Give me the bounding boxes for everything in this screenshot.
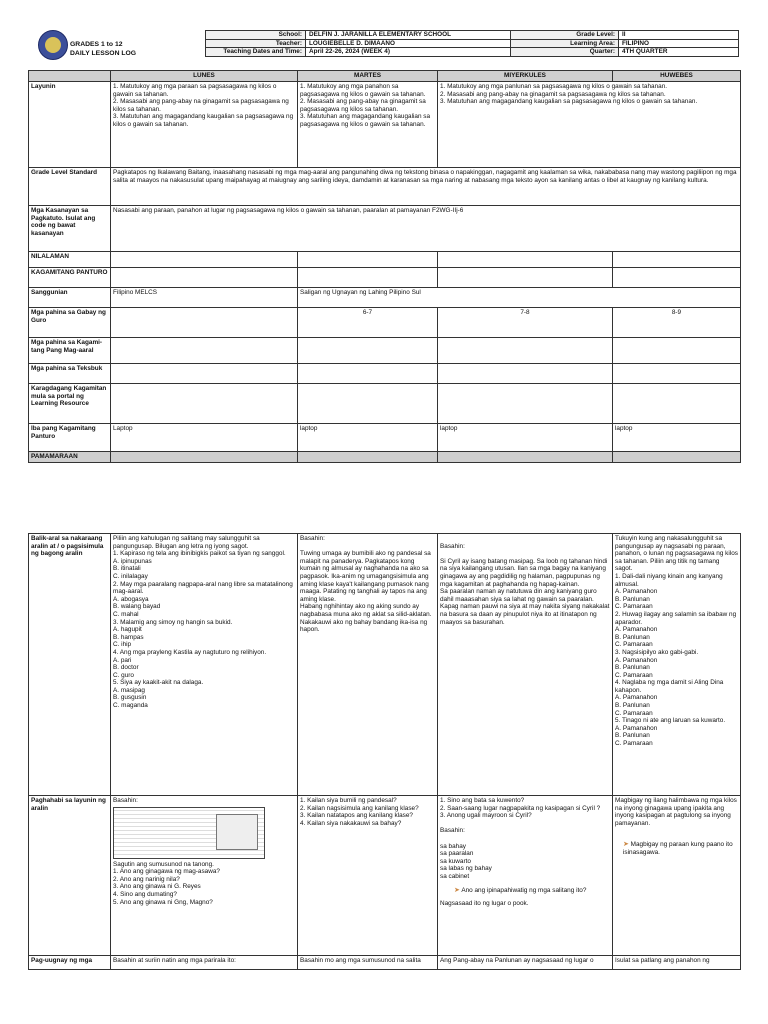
title-line1: GRADES 1 to 12	[70, 41, 123, 48]
cell-empty	[438, 268, 613, 288]
cell-empty	[111, 308, 298, 338]
row-label-balik-aral: Balik-aral sa nakaraang aralin at / o pagsisimula ng bagong aralin	[29, 534, 111, 796]
balik-aral-lunes: Piliin ang kahulugan ng salitang may salungguhit sa pangungusap. Bilugan ang letra ng iyong sagot. 1. Kapiraso ng tela ang ibinibigkis paikot sa tiyan ng sanggol. A. ipinupunas B. itinatali C. inilalagay 2. May mga paaralang nagpapa-aral nang libre sa matatalinong mag-aaral. A. abogasya B. walang bayad C. mahal 3. Malamig ang simoy ng hangin sa bukid. A. hagupit B. hampas C. ihip 4. Ang mga prayleng Kastila ay nagtuturo ng relihiyon. A. pari B. doctor C. guro 5. Siya ay kaakit-akit na dalaga. A. masipag B. gusgusin C. maganda	[111, 534, 298, 796]
school-key: School:	[206, 31, 306, 40]
day-huwebes: HUWEBES	[613, 71, 741, 82]
cell-empty	[613, 364, 741, 384]
cell-empty	[613, 252, 741, 268]
row-label-karagdagang: Karagdagang Kagamitan mula sa portal ng Learning Resource	[29, 384, 111, 424]
paghahabi-lunes	[111, 796, 298, 956]
cell-empty	[298, 452, 438, 463]
deped-logo	[38, 30, 68, 60]
cell-empty	[111, 384, 298, 424]
cell-empty	[613, 268, 741, 288]
pag-uugnay-martes: Basahin mo ang mga sumusunod na salita	[298, 956, 438, 970]
paghahabi-miyerkules-question-row	[454, 887, 610, 895]
cell-empty	[438, 452, 613, 463]
cell-empty	[298, 252, 438, 268]
gabay-huwebes: 8-9	[613, 308, 741, 338]
kasanayan-text: Nasasabi ang paraan, panahon at lugar ng pagsasagawa ng kilos o gawain sa tahanan, paaralan at pamayanan F2WG-IIj-6	[111, 206, 741, 252]
paghahabi-miyerkules-top: 1. Sino ang bata sa kuwento? 2. Saan-saang lugar nagpapakita ng kasipagan si Cyril ? 3. Anong ugali mayroon si Cyril? Basahin: sa bahay sa paaralan sa kuwarto sa labas ng bahay sa cabinet	[440, 797, 601, 880]
iba-pang-martes: laptop	[298, 424, 438, 452]
row-label-pamamaraan: PAMAMARAAN	[29, 452, 111, 463]
cell-empty	[111, 452, 298, 463]
cell-empty	[111, 268, 298, 288]
doc-title	[70, 40, 136, 58]
row-label-sanggunian: Sanggunian	[29, 288, 111, 308]
cell-empty	[438, 384, 613, 424]
paghahabi-lunes-bottom: Sagutin ang sumusunod na tanong. 1. Ano ang ginagawa ng mag-asawa? 2. Ano ang narinig nila? 3. Ano ang ginawa ni G. Reyes 4. Sino ang dumating? 5. Ano ang ginawa ni Gng, Magno?	[113, 860, 220, 906]
grade-level-standard-text: Pagkatapos ng Ikalawang Baitang, inaasahang nasasabi ng mga mag-aaral ang pangunahing diwa ng tekstong binasa o napakinggan, nagagamit ang kaalaman sa wika, nakababasa nang may wastong pagiliipon ng mga salita at maayos na nakasusulat upang maipahayag at maiugnay ang sariling ideya, damdamin at karanasan sa mga naring at nabasang mga teksto ayon sa kanilang antas o libel at kaugnay ng kanilang kultura.	[111, 168, 741, 206]
balik-aral-miyerkules: Basahin: Si Cyril ay isang batang masipag. Sa loob ng tahanan hindi na siya kailangang utusan. Ilan sa mga bagay na kaniyang ginagawa ay ang pagdidilig ng halaman, pagpupunas ng mga kagamitan at paghahanda ng hapag-kainan. Sa paaralan naman ay natutuwa din ang kaniyang guro dahil maaasahan siya sa lahat ng gawain sa paaralan. Kapag naman pauwi na siya at may nakita siyang nakakalat na basura sa daan ay pinupulot niya ito at itinatapon ng maayos sa basurahan.	[438, 534, 613, 796]
row-label-layunin: Layunin	[29, 82, 111, 168]
paghahabi-lunes-top: Basahin:	[113, 797, 138, 804]
cell-empty	[298, 364, 438, 384]
area-value: FILIPINO	[619, 39, 739, 48]
paghahabi-huwebes-top: Magbigay ng ilang halimbawa ng mga kilos na inyong ginagawa upang ipakita ang inyong kasipagan at pagtulong sa inyong pamayanan.	[615, 797, 737, 827]
cell-empty	[613, 338, 741, 364]
cell-empty	[111, 364, 298, 384]
layunin-lunes: 1. Matutukoy ang mga paraan sa pagsasagawa ng kilos o gawain sa tahanan. 2. Masasabi ang pang-abay na ginagamit sa pagsasagawa ng kilos sa tahanan. 3. Matutuhan ang magagandang kaugalian sa pagsasagawa ng kilos o gawain sa tahanan.	[111, 82, 298, 168]
layunin-martes: 1. Matutukoy ang mga panahon sa pagsasagawa ng kilos o gawain sa tahanan. 2. Masasabi ang pang-abay na ginagamit sa pagsasagawa ng kilos sa tahanan. 3. Matutuhan ang magagandang kaugalian sa pagsasagawa ng kilos o gawain sa tahanan.	[298, 82, 438, 168]
sanggunian-martes: Saligan ng Ugnayan ng Lahing Pilipino Sul	[298, 288, 741, 308]
day-lunes: LUNES	[111, 71, 298, 82]
cell-empty	[298, 384, 438, 424]
paghahabi-martes: 1. Kailan siya bumili ng pandesal? 2. Kailan nagsisimula ang kanilang klase? 3. Kailan natatapos ang kanilang klase? 4. Kailan siya nakakauwi sa bahay?	[298, 796, 438, 956]
row-label-kasanayan: Mga Kasanayan sa Pagkatuto. Isulat ang code ng bawat kasanayan	[29, 206, 111, 252]
cell-empty	[111, 252, 298, 268]
pag-uugnay-lunes: Basahin at suriin natin ang mga parirala ito:	[111, 956, 298, 970]
balik-aral-huwebes: Tukuyin kung ang nakasalungguhit sa pangungusap ay nagsasabi ng paraan, panahon, o lunan ng pagsasagawa ng kilos sa tahanan. Piliin ang titik ng tamang sagot. 1. Dali-dali niyang kinain ang kanyang almusal. A. Pamanahon B. Panlunan C. Pamaraan 2. Huwag ilagay ang salamin sa ibabaw ng aparador. A. Pamanahon B. Panlunan C. Pamaraan 3. Nagsisipilyo ako gabi-gabi. A. Pamanahon B. Panlunan C. Pamaraan 4. Naglaba ng mga damit si Aling Dina kahapon. A. Pamanahon B. Panlunan C. Pamaraan 5. Tinago ni ate ang laruan sa kuwarto. A. Pamanahon B. Panlunan C. Pamaraan	[613, 534, 741, 796]
paghahabi-miyerkules	[438, 796, 613, 956]
cell-empty	[438, 252, 613, 268]
cell-empty	[613, 384, 741, 424]
school-value: DELFIN J. JARANILLA ELEMENTARY SCHOOL	[306, 31, 511, 40]
story-illustration	[216, 814, 258, 850]
paghahabi-huwebes	[613, 796, 741, 956]
gabay-martes: 6-7	[298, 308, 438, 338]
grade-value: II	[619, 31, 739, 40]
bullet-icon: ➤	[623, 841, 629, 849]
row-label-grade-level-standard: Grade Level Standard	[29, 168, 111, 206]
row-label-paghahabi: Paghahabi sa layunin ng aralin	[29, 796, 111, 956]
paghahabi-huwebes-bullet-row	[623, 841, 738, 856]
paghahabi-miyerkules-bottom: Nagsasaad ito ng lugar o pook.	[440, 900, 529, 908]
row-label-teksbuk: Mga pahina sa Teksbuk	[29, 364, 111, 384]
paghahabi-huwebes-bullet: Magbigay ng paraan kung paano ito isinasagawa.	[623, 841, 733, 856]
paghahabi-miyerkules-question: Ano ang ipinapahiwatig ng mga salitang ito?	[461, 886, 587, 894]
corner-cell	[29, 71, 111, 82]
cell-empty	[438, 364, 613, 384]
dates-value: April 22-26, 2024 (WEEK 4)	[306, 48, 511, 57]
pag-uugnay-huwebes: Isulat sa patlang ang panahon ng	[613, 956, 741, 970]
day-miyerkules: MIYERKULES	[438, 71, 613, 82]
day-martes: MARTES	[298, 71, 438, 82]
cell-empty	[111, 338, 298, 364]
row-label-kagamitang: KAGAMITANG PANTURO	[29, 268, 111, 288]
area-key: Learning Area:	[511, 39, 619, 48]
iba-pang-miyerkules: laptop	[438, 424, 613, 452]
layunin-miyerkules-huwebes: 1. Matutukoy ang mga panlunan sa pagsasagawa ng kilos o gawain sa tahanan. 2. Masasabi ang pang-abay na ginagamit sa pagsasagawa ng kilos sa tahanan. 3. Matutuhan ang magagandang kaugalian sa pagsasagawa ng kilos o gawain sa tahanan.	[438, 82, 741, 168]
row-label-nilalaman: NILALAMAN	[29, 252, 111, 268]
header-info-table	[205, 30, 739, 57]
cell-empty	[613, 452, 741, 463]
quarter-value: 4TH QUARTER	[619, 48, 739, 57]
iba-pang-huwebes: laptop	[613, 424, 741, 452]
quarter-key: Quarter:	[511, 48, 619, 57]
row-label-kagamitang-mag-aaral: Mga pahina sa Kagami-tang Pang Mag-aaral	[29, 338, 111, 364]
title-line2: DAILY LESSON LOG	[70, 50, 137, 57]
lesson-table-page2	[28, 533, 741, 970]
row-label-pag-uugnay: Pag-uugnay ng mga	[29, 956, 111, 970]
iba-pang-lunes: Laptop	[111, 424, 298, 452]
dates-key: Teaching Dates and Time:	[206, 48, 306, 57]
deped-seal-icon	[45, 37, 61, 53]
row-label-gabay: Mga pahina sa Gabay ng Guro	[29, 308, 111, 338]
gabay-miyerkules: 7-8	[438, 308, 613, 338]
bullet-icon: ➤	[454, 886, 460, 894]
grade-key: Grade Level:	[511, 31, 619, 40]
balik-aral-martes: Basahin: Tuwing umaga ay bumibili ako ng pandesal sa malapit na panaderya. Pagkatapos kong kumain ng almusal ay naghahanda na ako sa pagpasok. Ika-anim ng umagangsisimula ang aming klase kaya't kailangang pumasok nang maaga. Patating ng tanghali ay tapos na ang aming klase. Habang nghihintay ako ng aking sundo ay nagbabasa muna ako ng aklat sa silid-aklatan. Nakakauwi ako ng bahay bandang ika-isa ng hapon.	[298, 534, 438, 796]
story-image	[113, 807, 265, 859]
row-label-iba-pang: Iba pang Kagamitang Panturo	[29, 424, 111, 452]
lesson-table-page1	[28, 70, 741, 463]
cell-empty	[438, 338, 613, 364]
teacher-value: LOUGIEBELLE D. DIMAANO	[306, 39, 511, 48]
pag-uugnay-miyerkules: Ang Pang-abay na Panlunan ay nagsasaad ng lugar o	[438, 956, 613, 970]
teacher-key: Teacher:	[206, 39, 306, 48]
cell-empty	[298, 268, 438, 288]
sanggunian-lunes: Filipino MELCS	[111, 288, 298, 308]
cell-empty	[298, 338, 438, 364]
